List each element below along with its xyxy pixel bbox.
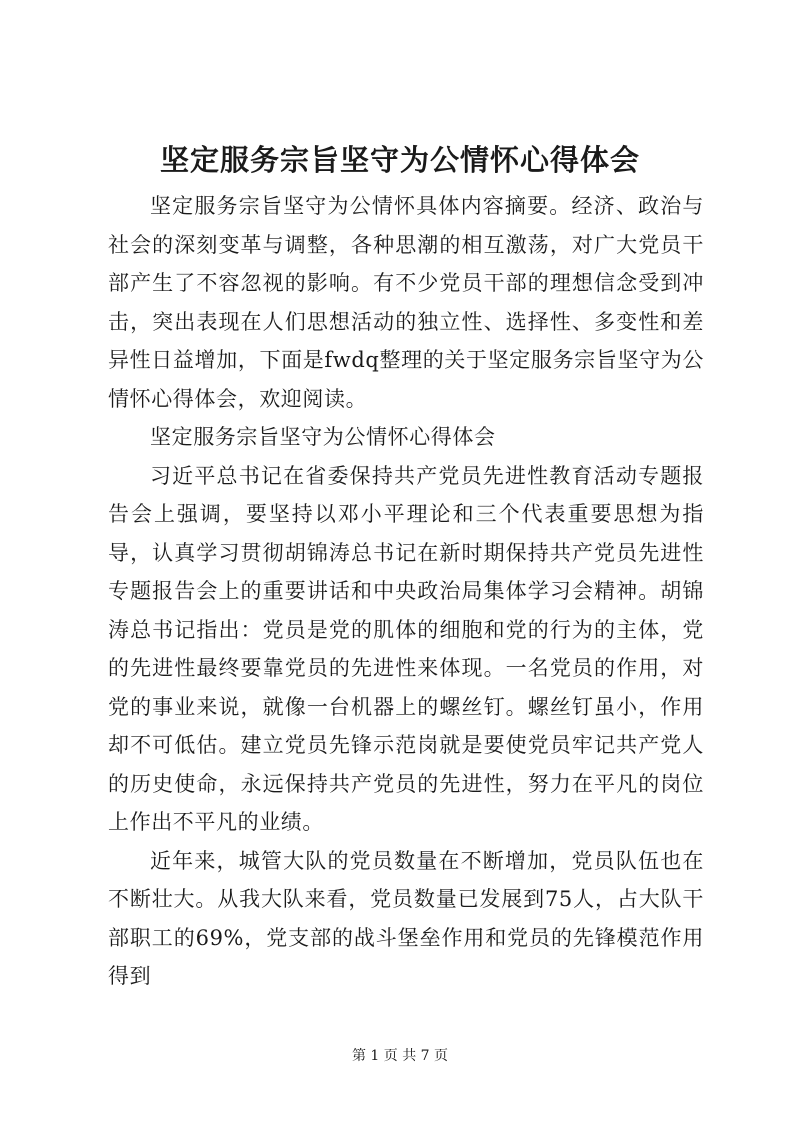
document-title: 坚定服务宗旨坚守为公情怀心得体会 <box>159 143 640 177</box>
document-body <box>108 187 704 996</box>
paragraph-main: 习近平总书记在省委保持共产党员先进性教育活动专题报告会上强调，要坚持以邓小平理论和三个代表重要思想为指导，认真学习贯彻胡锦涛总书记在新时期保持共产党员先进性专题报告会上的重要讲话和中央政治局集体学习会精神。胡锦涛总书记指出：党员是党的肌体的细胞和党的行为的主体，党的先进性最终要靠党员的先进性来体现。一名党员的作用，对党的事业来说，就像一台机器上的螺丝钉。螺丝钉虽小，作用却不可低估。建立党员先锋示范岗就是要使党员牢记共产党人的历史使命，永远保持共产党员的先进性，努力在平凡的岗位上作出不平凡的业绩。 <box>108 463 704 834</box>
paragraph-continued: 近年来，城管大队的党员数量在不断增加，党员队伍也在不断壮大。从我大队来看，党员数量已发展到75人，占大队干部职工的69%，党支部的战斗堡垒作用和党员的先锋模范作用得到 <box>108 848 704 988</box>
page-footer: 第 1 页 共 7 页 <box>351 1048 449 1064</box>
paragraph-intro: 坚定服务宗旨坚守为公情怀具体内容摘要。经济、政治与社会的深刻变革与调整，各种思潮的相互激荡，对广大党员干部产生了不容忽视的影响。有不少党员干部的理想信念受到冲击，突出表现在人们思想活动的独立性、选择性、多变性和差异性日益增加，下面是fwdq整理的关于坚定服务宗旨坚守为公情怀心得体会，欢迎阅读。 <box>108 194 704 411</box>
paragraph-subtitle: 坚定服务宗旨坚守为公情怀心得体会 <box>150 425 496 449</box>
